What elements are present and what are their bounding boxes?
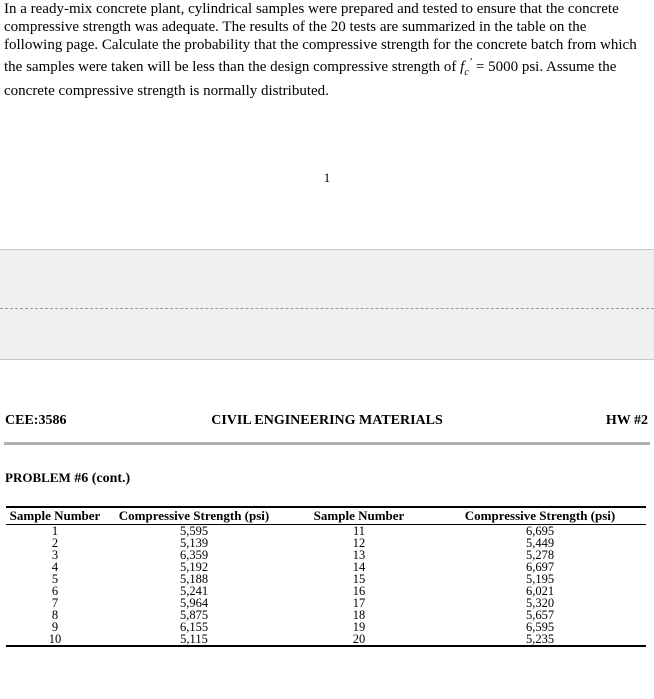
strength-cell: 5,657 bbox=[525, 608, 555, 622]
strength-cell: 6,021 bbox=[525, 584, 555, 598]
strength-cell: 5,115 bbox=[180, 632, 208, 646]
strength-cell: 5,278 bbox=[525, 548, 555, 562]
header-strength-1: Compressive Strength (psi) bbox=[104, 507, 284, 525]
sample-number-cell: 19 bbox=[352, 620, 366, 634]
sample-number-cell: 16 bbox=[352, 584, 366, 598]
strength-cell: 5,235 bbox=[525, 632, 555, 646]
problem-heading bbox=[5, 470, 130, 487]
problem-intro-text: In a ready-mix concrete plant, cylindrical samples were prepared and tested to ensure that the concrete compressive strength was adequate. The results of the 20 tests are summarized in the table on the following page. Calculate the probability that the compressive strength for the concrete batch from which the samples were taken will be less than the design compressive strength of bbox=[4, 1, 637, 75]
sample-number-cell: 8 bbox=[51, 608, 59, 622]
sample-number-cell: 1 bbox=[51, 524, 59, 538]
sample-number-cell: 15 bbox=[352, 572, 366, 586]
sample-number-cell: 13 bbox=[352, 548, 366, 562]
table-row bbox=[6, 633, 646, 646]
sample-number-cell: 18 bbox=[352, 608, 366, 622]
page-break-gap bbox=[0, 249, 654, 360]
table-header-row bbox=[6, 507, 646, 525]
sample-number-cell: 20 bbox=[352, 632, 366, 646]
strength-cell: 6,695 bbox=[525, 524, 555, 538]
strength-cell: 5,188 bbox=[179, 572, 209, 586]
page-break-divider bbox=[0, 308, 654, 309]
header-sample-number-1: Sample Number bbox=[6, 507, 104, 525]
header-strength-2: Compressive Strength (psi) bbox=[434, 507, 646, 525]
strength-cell: 6,155 bbox=[179, 620, 209, 634]
homework-label: HW #2 bbox=[605, 413, 648, 428]
strength-table bbox=[6, 506, 646, 647]
sample-number-cell: 6 bbox=[51, 584, 59, 598]
header-rule bbox=[4, 442, 650, 445]
header-sample-number-2: Sample Number bbox=[284, 507, 434, 525]
problem-number: #6 (cont.) bbox=[74, 471, 131, 486]
strength-cell: 5,595 bbox=[179, 524, 209, 538]
page-number: 1 bbox=[323, 170, 331, 185]
design-strength-text: = 5000 psi. Assume the concrete compressive strength is normally distributed. bbox=[4, 59, 617, 99]
sample-number-cell: 12 bbox=[352, 536, 366, 550]
strength-symbol: $f_c^’$ bbox=[460, 57, 473, 78]
sample-number-cell: 14 bbox=[352, 560, 366, 574]
strength-cell: 5,195 bbox=[525, 572, 555, 586]
strength-cell: 5,875 bbox=[179, 608, 209, 622]
sample-number-cell: 10 bbox=[48, 632, 62, 646]
sample-number-cell: 17 bbox=[352, 596, 366, 610]
strength-cell: 5,241 bbox=[179, 584, 209, 598]
problem-label: PROBLEM bbox=[5, 470, 71, 485]
sample-number-cell: 7 bbox=[51, 596, 59, 610]
sample-number-cell: 9 bbox=[51, 620, 59, 634]
course-title: CIVIL ENGINEERING MATERIALS bbox=[211, 413, 443, 428]
sample-number-cell: 11 bbox=[352, 524, 366, 538]
sample-number-cell: 2 bbox=[51, 536, 59, 550]
strength-cell: 5,192 bbox=[179, 560, 209, 574]
strength-cell: 5,320 bbox=[525, 596, 555, 610]
table-body bbox=[6, 525, 646, 647]
strength-cell: 5,449 bbox=[525, 536, 555, 550]
course-code: CEE:3586 bbox=[5, 413, 67, 428]
sample-number-cell: 5 bbox=[51, 572, 59, 586]
strength-cell: 6,359 bbox=[179, 548, 209, 562]
problem-statement bbox=[4, 0, 644, 100]
strength-cell: 6,595 bbox=[525, 620, 555, 634]
strength-cell: 5,964 bbox=[179, 596, 209, 610]
strength-cell: 6,697 bbox=[525, 560, 555, 574]
sample-number-cell: 4 bbox=[51, 560, 59, 574]
strength-cell: 5,139 bbox=[179, 536, 209, 550]
sample-number-cell: 3 bbox=[51, 548, 59, 562]
